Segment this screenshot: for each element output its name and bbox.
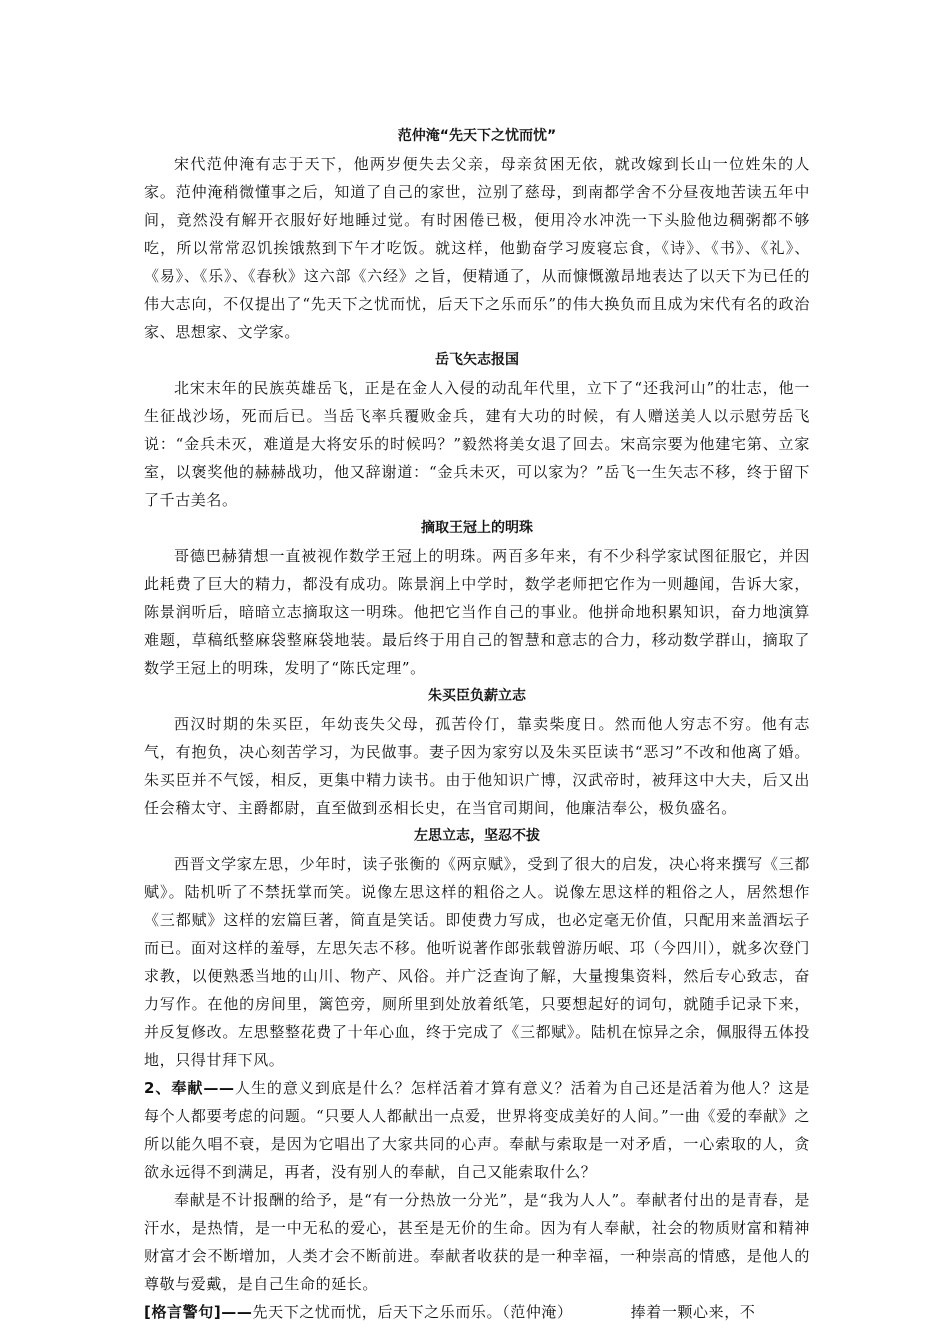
contribution-text: 人生的意义到底是什么？怎样活着才算有意义？活着为自己还是活着为他人？这是每个人都要考虑的问题。“只要人人都献出一点爱，世界将变成美好的人间。”一曲《爱的奉献》之所以能久唱不衰，是因为它唱出了大家共同的心声。奉献与索取是一对矛盾，一心索取的人，贪欲永远得不到满足，再者，没有别人的奉献，自己又能索取什么？	[144, 1079, 810, 1181]
section-title-fan-zhongyan: 范仲淹“先天下之忧而忧”	[397, 128, 557, 144]
section-body-chen-jingrun: 哥德巴赫猜想一直被视作数学王冠上的明珠。两百多年来，有不少科学家试图征服它，并因此耗费了巨大的精力，都没有成功。陈景润上中学时，数学老师把它作为一则趣闻，告诉大家，陈景润听后，暗暗立志摘取这一明珠。他把它当作自己的事业。他拼命地积累知识，奋力地演算难题，草稿纸整麻袋整麻袋地装。最后终于用自己的智慧和意志的合力，移动数学群山，摘取了数学王冠上的明珠，发明了“陈氏定理”。	[144, 547, 810, 677]
quote-second: 捧着一颗心来，不	[630, 1303, 756, 1321]
quotes-heading: [格言警句]——	[144, 1303, 253, 1321]
contribution-paragraph-2: 奉献是不计报酬的给予，是“有一分热放一分光”，是“我为人人”。奉献者付出的是青春，是汗水，是热情，是一中无私的爱心，甚至是无价的生命。因为有人奉献，社会的物质财富和精神财富才会不断增加，人类才会不断前进。奉献者收获的是一种幸福，一种崇高的情感，是他人的尊敬与爱戴，是自己生命的延长。	[144, 1191, 810, 1293]
quote-fan-zhongyan: 先天下之忧而忧，后天下之乐而乐。（范仲淹）	[252, 1303, 573, 1321]
section-body-zhu-maichen: 西汉时期的朱买臣，年幼丧失父母，孤苦伶仃，靠卖柴度日。然而他人穷志不穷。他有志气，有抱负，决心刻苦学习，为民做事。妻子因为家穷以及朱买臣读书“恶习”不改和他离了婚。朱买臣并不气馁，相反，更集中精力读书。由于他知识广博，汉武帝时，被拜这中大夫，后又出任会稽太守、主爵都尉，直至做到丞相长史，在当官司期间，他廉洁奉公，极负盛名。	[144, 715, 810, 817]
section-body-fan-zhongyan: 宋代范仲淹有志于天下，他两岁便失去父亲，母亲贫困无依，就改嫁到长山一位姓朱的人家。范仲淹稍微懂事之后，知道了自己的家世，泣别了慈母，到南都学舍不分昼夜地苦读五年中间，竟然没有解开衣服好好地睡过觉。有时困倦已极，便用冷水冲洗一下头脸他边稠粥都不够吃，所以常常忍饥挨饿熬到下午才吃饭。就这样，他勤奋学习废寝忘食，《诗》、《书》、《礼》、《易》、《乐》、《春秋》这六部《六经》之旨，便精通了，从而慷慨激昂地表达了以天下为已任的伟大志向，不仅提出了“先天下之忧而忧，后天下之乐而乐”的伟大换负而且成为宋代有名的政治家、思想家、文学家。	[144, 155, 810, 341]
section-title-zuo-si: 左思立志，坚忍不拔	[414, 828, 540, 844]
document-page	[144, 122, 810, 1326]
quotes-line	[144, 1298, 810, 1326]
contribution-paragraph	[144, 1074, 810, 1186]
section-body-yue-fei: 北宋末年的民族英雄岳飞，正是在金人入侵的动乱年代里，立下了“还我河山”的壮志，他一生征战沙场，死而后已。当岳飞率兵覆败金兵，建有大功的时候，有人赠送美人以示慰劳岳飞说：“金兵未灭，难道是大将安乐的时候吗？”毅然将美女退了回去。宋高宗要为他建宅第、立家室，以褒奖他的赫赫战功，他又辞谢道：“金兵未灭，可以家为？”岳飞一生矢志不移，终于留下了千古美名。	[144, 379, 810, 509]
section-title-yue-fei: 岳飞矢志报国	[435, 352, 519, 368]
section-title-zhu-maichen: 朱买臣负薪立志	[428, 688, 526, 704]
section-body-zuo-si: 西晋文学家左思，少年时，读子张衡的《两京赋》，受到了很大的启发，决心将来撰写《三都赋》。陆机听了不禁抚掌而笑。说像左思这样的粗俗之人。说像左思这样的粗俗之人，居然想作《三都赋》这样的宏篇巨著，简直是笑话。即使费力写成，也必定毫无价值，只配用来盖酒坛子而已。面对这样的羞辱，左思矢志不移。他听说著作郎张载曾游历岷、邛（今四川），就多次登门求教，以便熟悉当地的山川、物产、风俗。并广泛查询了解，大量搜集资料，然后专心致志，奋力写作。在他的房间里，篱笆旁，厕所里到处放着纸笔，只要想起好的词句，就随手记录下来，并反复修改。左思整整花费了十年心血，终于完成了《三都赋》。陆机在惊异之余，佩服得五体投地，只得甘拜下风。	[144, 855, 810, 1069]
section-title-chen-jingrun: 摘取王冠上的明珠	[421, 520, 533, 536]
contribution-heading: 2、奉献——	[144, 1079, 235, 1097]
